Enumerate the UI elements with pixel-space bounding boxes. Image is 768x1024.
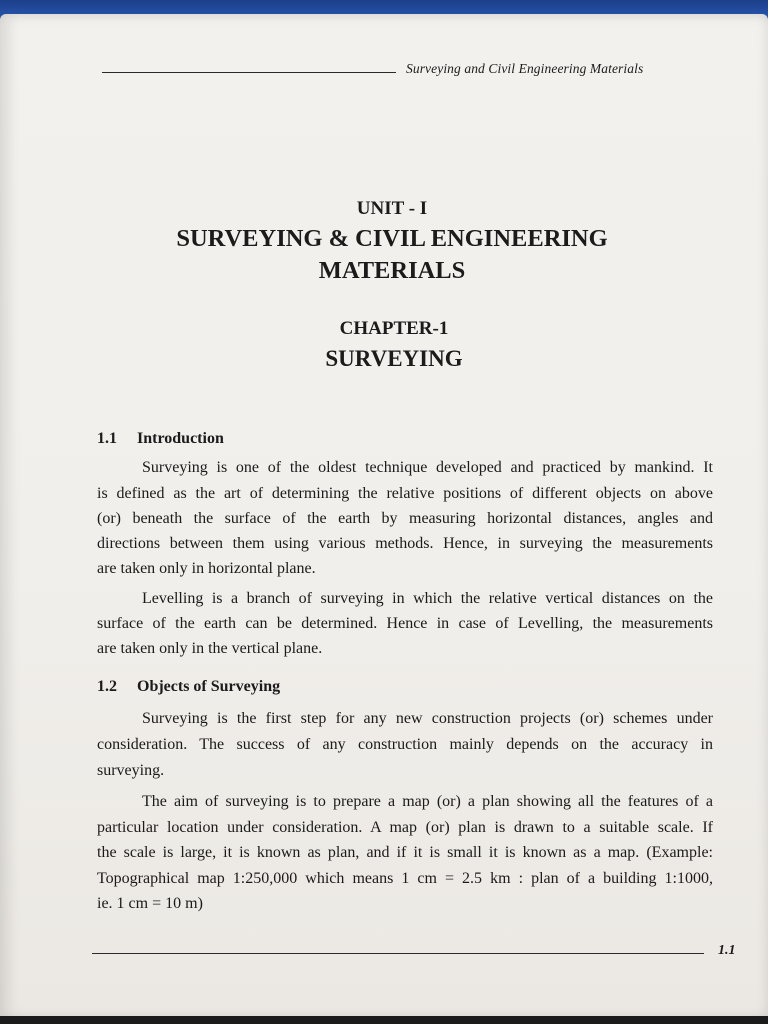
paragraph-line: The aim of surveying is to prepare a map (or) a plan showing all the features of a	[142, 793, 713, 810]
paragraph-line: (or) beneath the surface of the earth by measuring horizontal distances, angles and	[97, 510, 713, 527]
chapter-label: CHAPTER-1	[339, 318, 449, 339]
paragraph-line: are taken only in horizontal plane.	[97, 560, 316, 577]
paragraph-line: ie. 1 cm = 10 m)	[97, 895, 203, 912]
paragraph-line: surface of the earth can be determined. Hence in case of Levelling, the measurements	[97, 615, 713, 632]
chapter-title: SURVEYING	[325, 346, 463, 371]
section-heading-introduction	[97, 430, 224, 448]
paragraph-line: are taken only in the vertical plane.	[97, 640, 323, 657]
paragraph-line: Surveying is the first step for any new construction projects (or) schemes under	[142, 710, 713, 727]
section-number: 1.1	[97, 430, 117, 447]
paragraph-line: Surveying is one of the oldest technique developed and practiced by mankind. It	[142, 459, 713, 476]
unit-title-line-1: SURVEYING & CIVIL ENGINEERING	[176, 225, 608, 252]
paragraph-line: directions between them using various methods. Hence, in surveying the measurements	[97, 535, 713, 552]
footer-rule	[92, 953, 704, 954]
paragraph-line: is defined as the art of determining the relative positions of different objects on above	[97, 485, 713, 502]
paragraph-line: Levelling is a branch of surveying in which the relative vertical distances on the	[142, 590, 713, 607]
paragraph-line: surveying.	[97, 762, 165, 779]
section-number: 1.2	[97, 678, 117, 695]
running-title: Surveying and Civil Engineering Materials	[406, 61, 644, 76]
paragraph-line: consideration. The success of any construction mainly depends on the accuracy in	[97, 736, 713, 753]
section-title: Introduction	[137, 430, 224, 447]
unit-label: UNIT - I	[356, 198, 428, 219]
unit-title-line-2: MATERIALS	[318, 257, 466, 284]
page-number: 1.1	[718, 943, 736, 958]
running-header	[102, 60, 702, 84]
paragraph-line: particular location under consideration. A map (or) plan is drawn to a suitable scale. If	[97, 819, 713, 836]
paragraph-line: Topographical map 1:250,000 which means 1 cm = 2.5 km : plan of a building 1:1000,	[97, 870, 713, 887]
section-heading-objects-of-surveying	[97, 678, 280, 696]
paragraph-line: the scale is large, it is known as plan, and if it is small it is known as a map. (Example:	[97, 844, 713, 861]
header-rule	[102, 72, 396, 73]
section-title: Objects of Surveying	[137, 678, 281, 695]
page-bottom-edge	[0, 1016, 768, 1024]
